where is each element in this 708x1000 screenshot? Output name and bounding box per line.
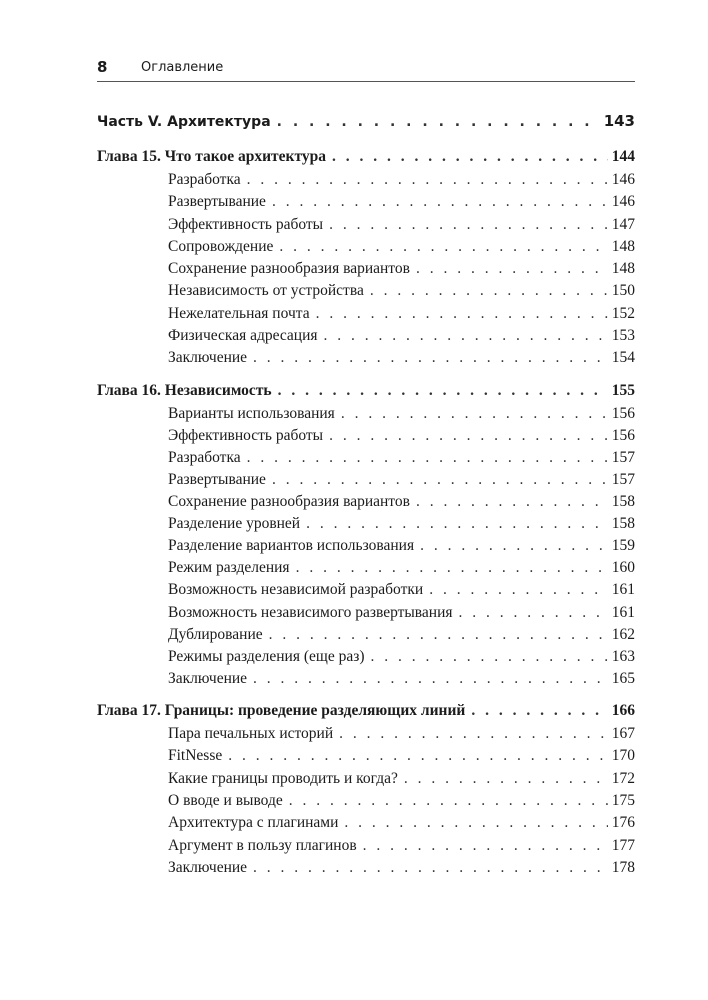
chapter-group xyxy=(97,382,635,692)
section-page-number: 177 xyxy=(611,836,635,854)
toc-section-entry[interactable] xyxy=(168,837,635,859)
section-page-number: 158 xyxy=(611,493,635,511)
dot-leader xyxy=(370,282,608,300)
toc-chapter-entry[interactable] xyxy=(97,702,635,725)
section-page-number: 162 xyxy=(611,625,635,643)
toc-section-entry[interactable] xyxy=(168,747,635,769)
dot-leader xyxy=(416,260,608,278)
dot-leader xyxy=(228,747,608,765)
section-page-number: 158 xyxy=(611,515,635,533)
toc-section-entry[interactable] xyxy=(168,427,635,449)
dot-leader xyxy=(324,327,608,345)
dot-leader xyxy=(404,770,608,788)
chapter-group xyxy=(97,148,635,372)
section-title: Архитектура с плагинами xyxy=(168,814,339,832)
dot-leader xyxy=(306,515,608,533)
dot-leader xyxy=(272,193,608,211)
chapter-group xyxy=(97,702,635,882)
page-header xyxy=(97,58,635,80)
dot-leader xyxy=(247,171,608,189)
section-title: Эффективность работы xyxy=(168,215,324,233)
section-title: О вводе и выводе xyxy=(168,792,283,810)
section-title: Физическая адресация xyxy=(168,327,318,345)
dot-leader xyxy=(278,382,608,400)
dot-leader xyxy=(332,148,608,166)
page-number: 8 xyxy=(97,58,108,76)
section-title: Варианты использования xyxy=(168,404,335,422)
dot-leader xyxy=(269,626,608,644)
section-title: Независимость от устройства xyxy=(168,282,364,300)
section-title: Разделение уровней xyxy=(168,515,301,533)
toc-chapter-entry[interactable] xyxy=(97,382,635,405)
dot-leader xyxy=(329,427,608,445)
section-title: Аргумент в пользу плагинов xyxy=(168,836,357,854)
toc-section-entry[interactable] xyxy=(168,859,635,881)
section-page-number: 172 xyxy=(611,769,635,787)
section-page-number: 147 xyxy=(611,215,635,233)
toc-section-entry[interactable] xyxy=(168,515,635,537)
section-page-number: 148 xyxy=(611,260,635,278)
section-title: Заключение xyxy=(168,669,248,687)
toc-section-entry[interactable] xyxy=(168,238,635,260)
toc-section-entry[interactable] xyxy=(168,327,635,349)
dot-leader xyxy=(253,349,608,367)
section-title: FitNesse xyxy=(168,747,223,765)
section-page-number: 161 xyxy=(611,581,635,599)
section-title: Возможность независимой разработки xyxy=(168,581,424,599)
toc-section-entry[interactable] xyxy=(168,792,635,814)
section-page-number: 163 xyxy=(611,647,635,665)
section-title: Заключение xyxy=(168,859,248,877)
dot-leader xyxy=(253,859,608,877)
section-page-number: 159 xyxy=(611,537,635,555)
toc-part-entry[interactable] xyxy=(97,112,635,136)
toc-section-entry[interactable] xyxy=(168,537,635,559)
chapter-page-number: 155 xyxy=(611,381,635,399)
dot-leader xyxy=(371,648,608,666)
dot-leader xyxy=(247,449,608,467)
dot-leader xyxy=(420,537,608,555)
toc-section-entry[interactable] xyxy=(168,471,635,493)
section-page-number: 170 xyxy=(611,747,635,765)
chapter-page-number: 166 xyxy=(611,701,635,719)
section-page-number: 156 xyxy=(611,404,635,422)
section-title: Разработка xyxy=(168,448,241,466)
dot-leader xyxy=(344,814,607,832)
dot-leader xyxy=(363,837,608,855)
section-page-number: 157 xyxy=(611,470,635,488)
section-title: Развертывание xyxy=(168,193,266,211)
toc-section-entry[interactable] xyxy=(168,493,635,515)
toc-section-entry[interactable] xyxy=(168,449,635,471)
section-page-number: 152 xyxy=(611,304,635,322)
section-title: Дублирование xyxy=(168,625,263,643)
running-title: Оглавление xyxy=(141,60,224,75)
section-title: Разработка xyxy=(168,171,241,188)
chapter-title: Глава 15. Что такое архитектура xyxy=(97,148,327,165)
dot-leader xyxy=(316,305,608,323)
section-title: Заключение xyxy=(168,349,248,367)
section-title: Какие границы проводить и когда? xyxy=(168,769,398,787)
toc-section-entry[interactable] xyxy=(168,305,635,327)
toc-section-entry[interactable] xyxy=(168,405,635,427)
dot-leader xyxy=(341,405,608,423)
section-title: Развертывание xyxy=(168,470,266,488)
table-of-contents xyxy=(97,112,635,892)
section-page-number: 165 xyxy=(611,669,635,687)
toc-section-entry[interactable] xyxy=(168,814,635,836)
section-title: Сохранение разнообразия вариантов xyxy=(168,260,410,278)
toc-section-entry[interactable] xyxy=(168,770,635,792)
dot-leader xyxy=(279,238,607,256)
header-rule xyxy=(97,81,635,82)
section-title: Разделение вариантов использования xyxy=(168,537,415,555)
toc-section-entry[interactable] xyxy=(168,626,635,648)
section-page-number: 178 xyxy=(611,859,635,877)
dot-leader xyxy=(429,581,608,599)
section-title: Пара печальных историй xyxy=(168,724,334,742)
section-page-number: 146 xyxy=(611,171,635,188)
section-page-number: 148 xyxy=(611,237,635,255)
section-page-number: 150 xyxy=(611,282,635,300)
section-title: Сопровождение xyxy=(168,237,274,255)
section-title: Возможность независимого развертывания xyxy=(168,603,453,621)
toc-section-entry[interactable] xyxy=(168,349,635,371)
toc-section-entry[interactable] xyxy=(168,216,635,238)
chapter-title: Глава 17. Границы: проведение разделяющих линий xyxy=(97,701,466,719)
dot-leader xyxy=(272,471,608,489)
section-page-number: 175 xyxy=(611,792,635,810)
dot-leader xyxy=(471,702,607,720)
toc-section-entry[interactable] xyxy=(168,282,635,304)
toc-section-entry[interactable] xyxy=(168,171,635,193)
section-title: Нежелательная почта xyxy=(168,304,310,322)
section-title: Эффективность работы xyxy=(168,426,324,444)
dot-leader xyxy=(416,493,608,511)
dot-leader xyxy=(277,114,600,130)
section-page-number: 154 xyxy=(611,349,635,367)
section-title: Сохранение разнообразия вариантов xyxy=(168,493,410,511)
section-page-number: 156 xyxy=(611,426,635,444)
toc-section-entry[interactable] xyxy=(168,670,635,692)
dot-leader xyxy=(329,216,608,234)
dot-leader xyxy=(339,725,608,743)
dot-leader xyxy=(289,792,608,810)
chapter-title: Глава 16. Независимость xyxy=(97,381,272,399)
dot-leader xyxy=(459,604,608,622)
toc-section-entry[interactable] xyxy=(168,559,635,581)
section-page-number: 160 xyxy=(611,559,635,577)
section-page-number: 157 xyxy=(611,448,635,466)
section-title: Режим разделения xyxy=(168,559,290,577)
toc-chapter-entry[interactable] xyxy=(97,148,635,171)
chapter-page-number: 144 xyxy=(611,148,635,165)
toc-section-entry[interactable] xyxy=(168,260,635,282)
section-page-number: 153 xyxy=(611,327,635,345)
section-page-number: 176 xyxy=(611,814,635,832)
toc-section-entry[interactable] xyxy=(168,604,635,626)
toc-section-entry[interactable] xyxy=(168,193,635,215)
dot-leader xyxy=(253,670,608,688)
dot-leader xyxy=(296,559,608,577)
section-page-number: 146 xyxy=(611,193,635,211)
part-title: Часть V. Архитектура xyxy=(97,114,271,130)
toc-section-entry[interactable] xyxy=(168,725,635,747)
section-page-number: 161 xyxy=(611,603,635,621)
part-page-number: 143 xyxy=(603,112,635,130)
section-title: Режимы разделения (еще раз) xyxy=(168,647,365,665)
section-page-number: 167 xyxy=(611,724,635,742)
toc-section-entry[interactable] xyxy=(168,648,635,670)
toc-section-entry[interactable] xyxy=(168,581,635,603)
